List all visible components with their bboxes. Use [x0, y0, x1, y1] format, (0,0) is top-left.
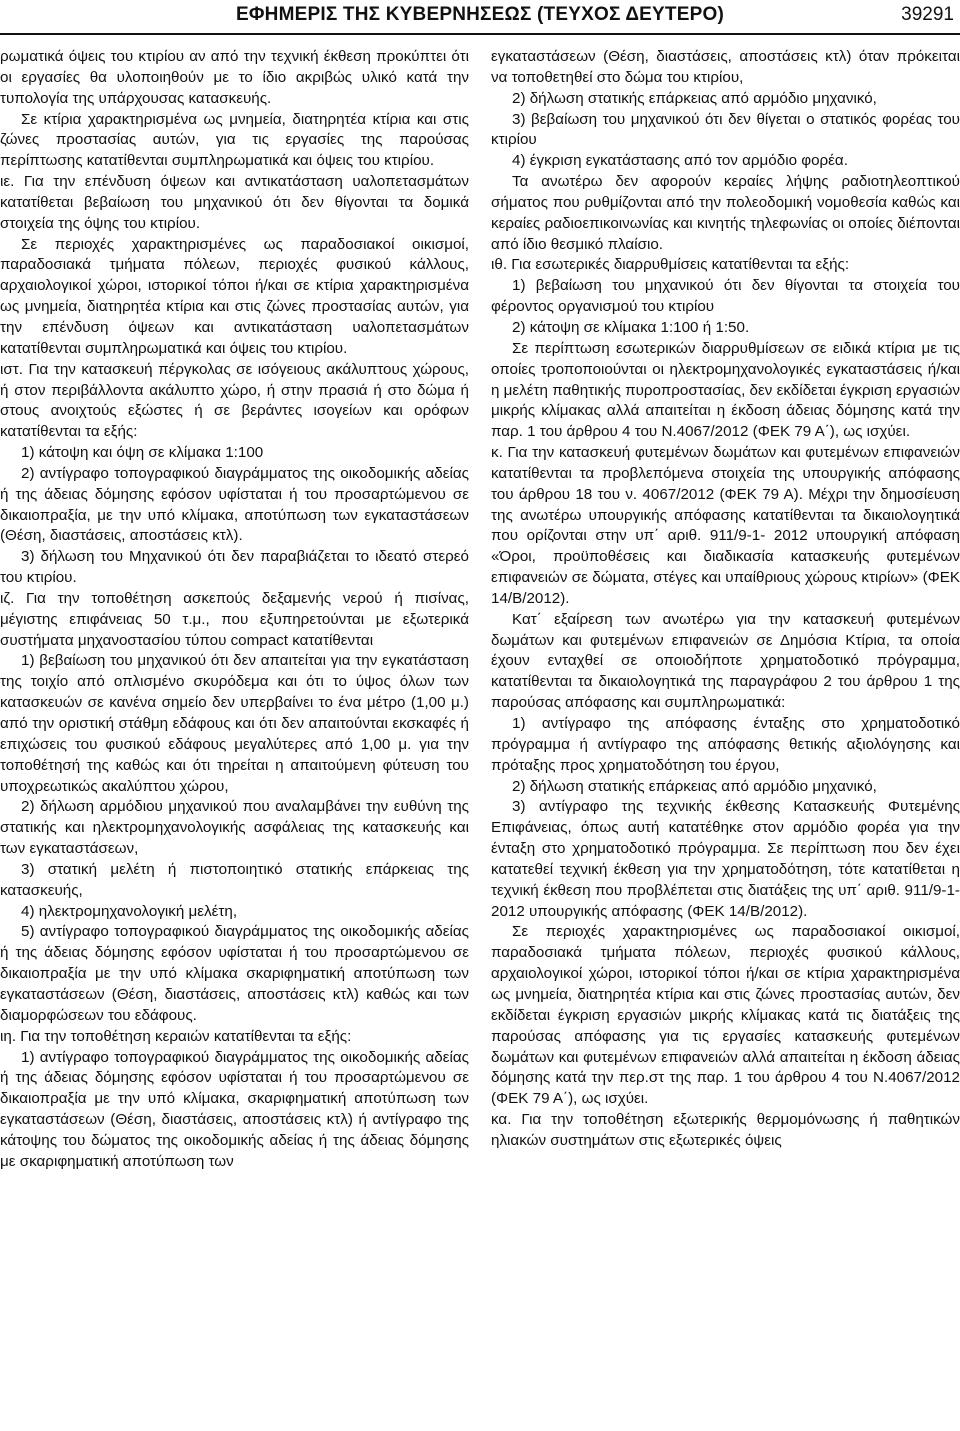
paragraph: 2) αντίγραφο τοπογραφικού διαγράμματος της οικοδομικής αδείας ή της άδειας δόμησης εφόσον υφίσταται ή του προσαρτώμενου σε δικαιοπραξία, με την υπό κλίμακα, αποτύπωση των εγκαταστάσεων (Θέση, διαστάσεις, αποστάσεις κτλ).: [0, 464, 469, 545]
paragraph: 2) δήλωση αρμόδιου μηχανικού που αναλαμβάνει την ευθύνη της στατικής και ηλεκτρομηχανολογικής ασφάλειας της κατασκευής και των εγκαταστάσεων,: [0, 798, 469, 858]
paragraph: 3) δήλωση του Μηχανικού ότι δεν παραβιάζεται το ιδεατό στερεό του κτιρίου.: [0, 548, 469, 587]
paragraph: 2) δήλωση στατικής επάρκειας από αρμόδιο μηχανικό,: [512, 777, 877, 795]
paragraph: 3) αντίγραφο της τεχνικής έκθεσης Κατασκευής Φυτεμένης Επιφάνειας, όπως αυτή κατατέθηκε στον αρμόδιο φορέα για την ένταξη στο χρηματοδοτικό πρόγραμμα. Σε περίπτωση που δεν έχει κατατεθεί τεχνική έκθεση για την χρηματοδότηση, τότε κατατίθεται η τεχνική έκθεση που προβλέπεται στις διατάξεις της υπ΄ αριθ. 911/9-1- 2012 υπουργικής απόφασης (ΦΕΚ 14/Β/2012).: [491, 798, 960, 920]
paragraph: ιη. Για την τοποθέτηση κεραιών κατατίθενται τα εξής:: [0, 1027, 352, 1045]
paragraph: ιθ. Για εσωτερικές διαρρυθμίσεις κατατίθενται τα εξής:: [491, 256, 850, 274]
paragraph: 1) βεβαίωση του μηχανικού ότι δεν θίγονται τα στοιχεία του φέροντος οργανισμού του κτιρίου: [491, 277, 960, 316]
header-rule: [0, 33, 960, 35]
paragraph: 1) βεβαίωση του μηχανικού ότι δεν απαιτείται για την εγκατάσταση της τοιχίο από οπλισμένο σκυρόδεμα και ότι το ύψος όλων των κατασκευών σε κανένα σημείο δεν υπερβαίνει το ένα μέτρο (1,00 μ.) από την οριστική στάθμη εδάφους και ότι δεν απαιτούνται εκσκαφές ή επιχώσεις του φυσικού εδάφους μεγαλύτερες από 1,00 μ. για την τοποθέτησή της καθώς και ότι τηρείται η απαιτούμενη φύτευση του υποχρεωτικώς ακαλύπτου χώρου,: [0, 652, 469, 795]
paragraph: ιε. Για την επένδυση όψεων και αντικατάσταση υαλοπετασμάτων κατατίθεται βεβαίωση του μηχανικού ότι δεν θίγονται τα δομικά στοιχεία της όψης του κτιρίου.: [0, 173, 469, 232]
paragraph: Σε περίπτωση εσωτερικών διαρρυθμίσεων σε ειδικά κτίρια με τις οποίες τροποποιούνται οι ηλεκτρομηχανολογικές εγκαταστάσεις ή/και η μελέτη παθητικής πυροπροστασίας, δεν εκδίδεται έγκριση εργασιών μικρής κλίμακας αλλά απαιτείται η έκδοση άδειας δόμησης κατά την παρ. 1 του άρθρου 4 του Ν.4067/2012 (ΦΕΚ 79 Α΄), ως ισχύει.: [491, 339, 960, 441]
paragraph: Σε περιοχές χαρακτηρισμένες ως παραδοσιακοί οικισμοί, παραδοσιακά τμήματα πόλεων, περιοχές φυσικού κάλλους, αρχαιολογικοί χώροι, ιστορικοί τόποι ή/και σε κτίρια χαρακτηρισμένα ως μνημεία, διατηρητέα κτίρια και στις ζώνες προστασίας αυτών, για την επένδυση όψεων και αντικατάσταση υαλοπετασμάτων κατατίθενται συμπληρωματικά και όψεις του κτιρίου.: [0, 235, 469, 357]
paragraph: κα. Για την τοποθέτηση εξωτερικής θερμομόνωσης ή παθητικών ηλιακών συστημάτων στις εξωτερικές όψεις: [491, 1111, 960, 1149]
publication-title: ΕΦΗΜΕΡΙΣ ΤΗΣ ΚΥΒΕΡΝΗΣΕΩΣ (ΤΕΥΧΟΣ ΔΕΥΤΕΡΟ): [236, 4, 724, 25]
paragraph: 2) δήλωση στατικής επάρκειας από αρμόδιο μηχανικό,: [512, 89, 877, 107]
paragraph: 3) βεβαίωση του μηχανικού ότι δεν θίγεται ο στατικός φορέας του κτιρίου: [491, 110, 960, 149]
paragraph: κ. Για την κατασκευή φυτεμένων δωμάτων και φυτεμένων επιφανειών κατατίθενται τα προβλεπόμενα στοιχεία της υπουργικής απόφασης του άρθρου 18 του ν. 4067/2012 (ΦΕΚ 79 Α). Μέχρι την δημοσίευση της ανωτέρω υπουργικής απόφασης κατατίθενται τα δικαιολογητικά που ορίζονται στην υπ΄ αριθ. 911/9-1- 2012 υπουργική απόφαση «Όροι, προϋποθέσεις και διαδικασία κατασκευής φυτεμένων επιφανειών σε δώματα, στέγες και υπαίθριους χώρους κτιρίων» (ΦΕΚ 14/Β/2012).: [491, 444, 960, 607]
paragraph: 2) κάτοψη σε κλίμακα 1:100 ή 1:50.: [512, 318, 750, 336]
paragraph: Κατ΄ εξαίρεση των ανωτέρω για την κατασκευή φυτεμένων δωμάτων και φυτεμένων επιφανειών σε Δημόσια Κτίρια, τα οποία έχουν ενταχθεί σε οποιοδήποτε χρηματοδοτικό πρόγραμμα, κατατίθενται τα δικαιολογητικά της παραγράφου 2 του άρθρου 1 της παρούσας απόφασης και συμπληρωματικά:: [491, 610, 960, 712]
paragraph: ιζ. Για την τοποθέτηση ασκεπούς δεξαμενής νερού ή πισίνας, μέγιστης επιφάνειας 50 τ.μ., που εξυπηρετούνται με εξωτερικά συστήματα μηχανοστασίου τύπου compact κατατίθενται: [0, 589, 469, 649]
paragraph: 5) αντίγραφο τοπογραφικού διαγράμματος της οικοδομικής αδείας ή της άδειας δόμησης εφόσον υφίσταται ή του προσαρτώμενου σε δικαιοπραξία με την υπό κλίμακα σκαριφηματική αποτύπωση των εγκαταστάσεων (Θέση, διαστάσεις, αποστάσεις κτλ) καθώς και των διαμορφώσεων του εδάφους.: [0, 923, 469, 1024]
page-header: [0, 0, 960, 34]
right-column: [491, 47, 960, 1152]
page-number: 39291: [901, 4, 954, 25]
paragraph: 1) κάτοψη και όψη σε κλίμακα 1:100: [21, 444, 264, 462]
left-column: [0, 47, 469, 1173]
paragraph: εγκαταστάσεων (Θέση, διαστάσεις, αποστάσεις κτλ) όταν πρόκειται να τοποθετηθεί στο δώμα του κτιρίου,: [491, 48, 960, 86]
paragraph: Τα ανωτέρω δεν αφορούν κεραίες λήψης ραδιοτηλεοπτικού σήματος που ρυθμίζονται από την πολεοδομική νομοθεσία καθώς και κεραίες ραδιοεπικοινωνίας και κινητής τηλεφωνίας οι οποίες διέπονται από ίδιο θεσμικό πλαίσιο.: [491, 173, 960, 253]
paragraph: ιστ. Για την κατασκευή πέργκολας σε ισόγειους ακάλυπτους χώρους, ή στον περιβάλλοντα ακάλυπτο χώρο, ή στην πρασιά ή στο δώμα ή στους ανοιχτούς εξώστες ή σε βεράντες ισογείων και ορόφων κατατίθενται τα εξής:: [0, 360, 469, 441]
paragraph: ρωματικά όψεις του κτιρίου αν από την τεχνική έκθεση προκύπτει ότι οι εργασίες θα υλοποιηθούν με το ίδιο ακριβώς υλικό κατά την τυπολογία της υπάρχουσας κατασκευής.: [0, 48, 469, 107]
paragraph: Σε περιοχές χαρακτηρισμένες ως παραδοσιακοί οικισμοί, παραδοσιακά τμήματα πόλεων, περιοχές φυσικού κάλλους, αρχαιολογικοί χώροι, ιστορικοί τόποι ή/και σε κτίρια χαρακτηρισμένα ως μνημεία, διατηρητέα κτίρια και στις ζώνες προστασίας αυτών, δεν εκδίδεται έγκριση εργασιών μικρής κλίμακας κατά τις διατάξεις της παρούσας απόφασης για τις εργασίες κατασκευής φυτεμένων δωμάτων και φυτεμένων επιφανειών αλλά απαιτείται η έκδοση άδειας δόμησης κατά την περ.στ της παρ. 1 του άρθρου 4 του Ν.4067/2012 (ΦΕΚ 79 Α΄), ως ισχύει.: [491, 923, 960, 1108]
paragraph: Σε κτίρια χαρακτηρισμένα ως μνημεία, διατηρητέα κτίρια και στις ζώνες προστασίας αυτών, για τις εργασίες της παρούσας περίπτωσης κατατίθενται συμπληρωματικά και όψεις του κτιρίου.: [0, 110, 469, 170]
paragraph: 4) ηλεκτρομηχανολογική μελέτη,: [21, 902, 238, 920]
paragraph: 4) έγκριση εγκατάστασης από τον αρμόδιο φορέα.: [512, 152, 848, 170]
paragraph: 1) αντίγραφο της απόφασης ένταξης στο χρηματοδοτικό πρόγραμμα ή αντίγραφο της απόφασης θετικής αξιολόγησης και πρόταξης προς χρηματοδότηση του έργου,: [491, 715, 960, 774]
paragraph: 3) στατική μελέτη ή πιστοποιητικό στατικής επάρκειας της κατασκευής,: [0, 860, 469, 899]
paragraph: 1) αντίγραφο τοπογραφικού διαγράμματος της οικοδομικής αδείας ή της άδειας δόμησης εφόσον υφίσταται ή του προσαρτώμενου σε δικαιοπραξία με την υπό κλίμακα, σκαριφηματική αποτύπωση των εγκαταστάσεων (Θέση, διαστάσεις, αποστάσεις κτλ) ή αντίγραφο της κάτοψης του δώματος της οικοδομικής αδείας ή της άδειας δόμησης με σκαριφηματική αποτύπωση των: [0, 1048, 469, 1170]
